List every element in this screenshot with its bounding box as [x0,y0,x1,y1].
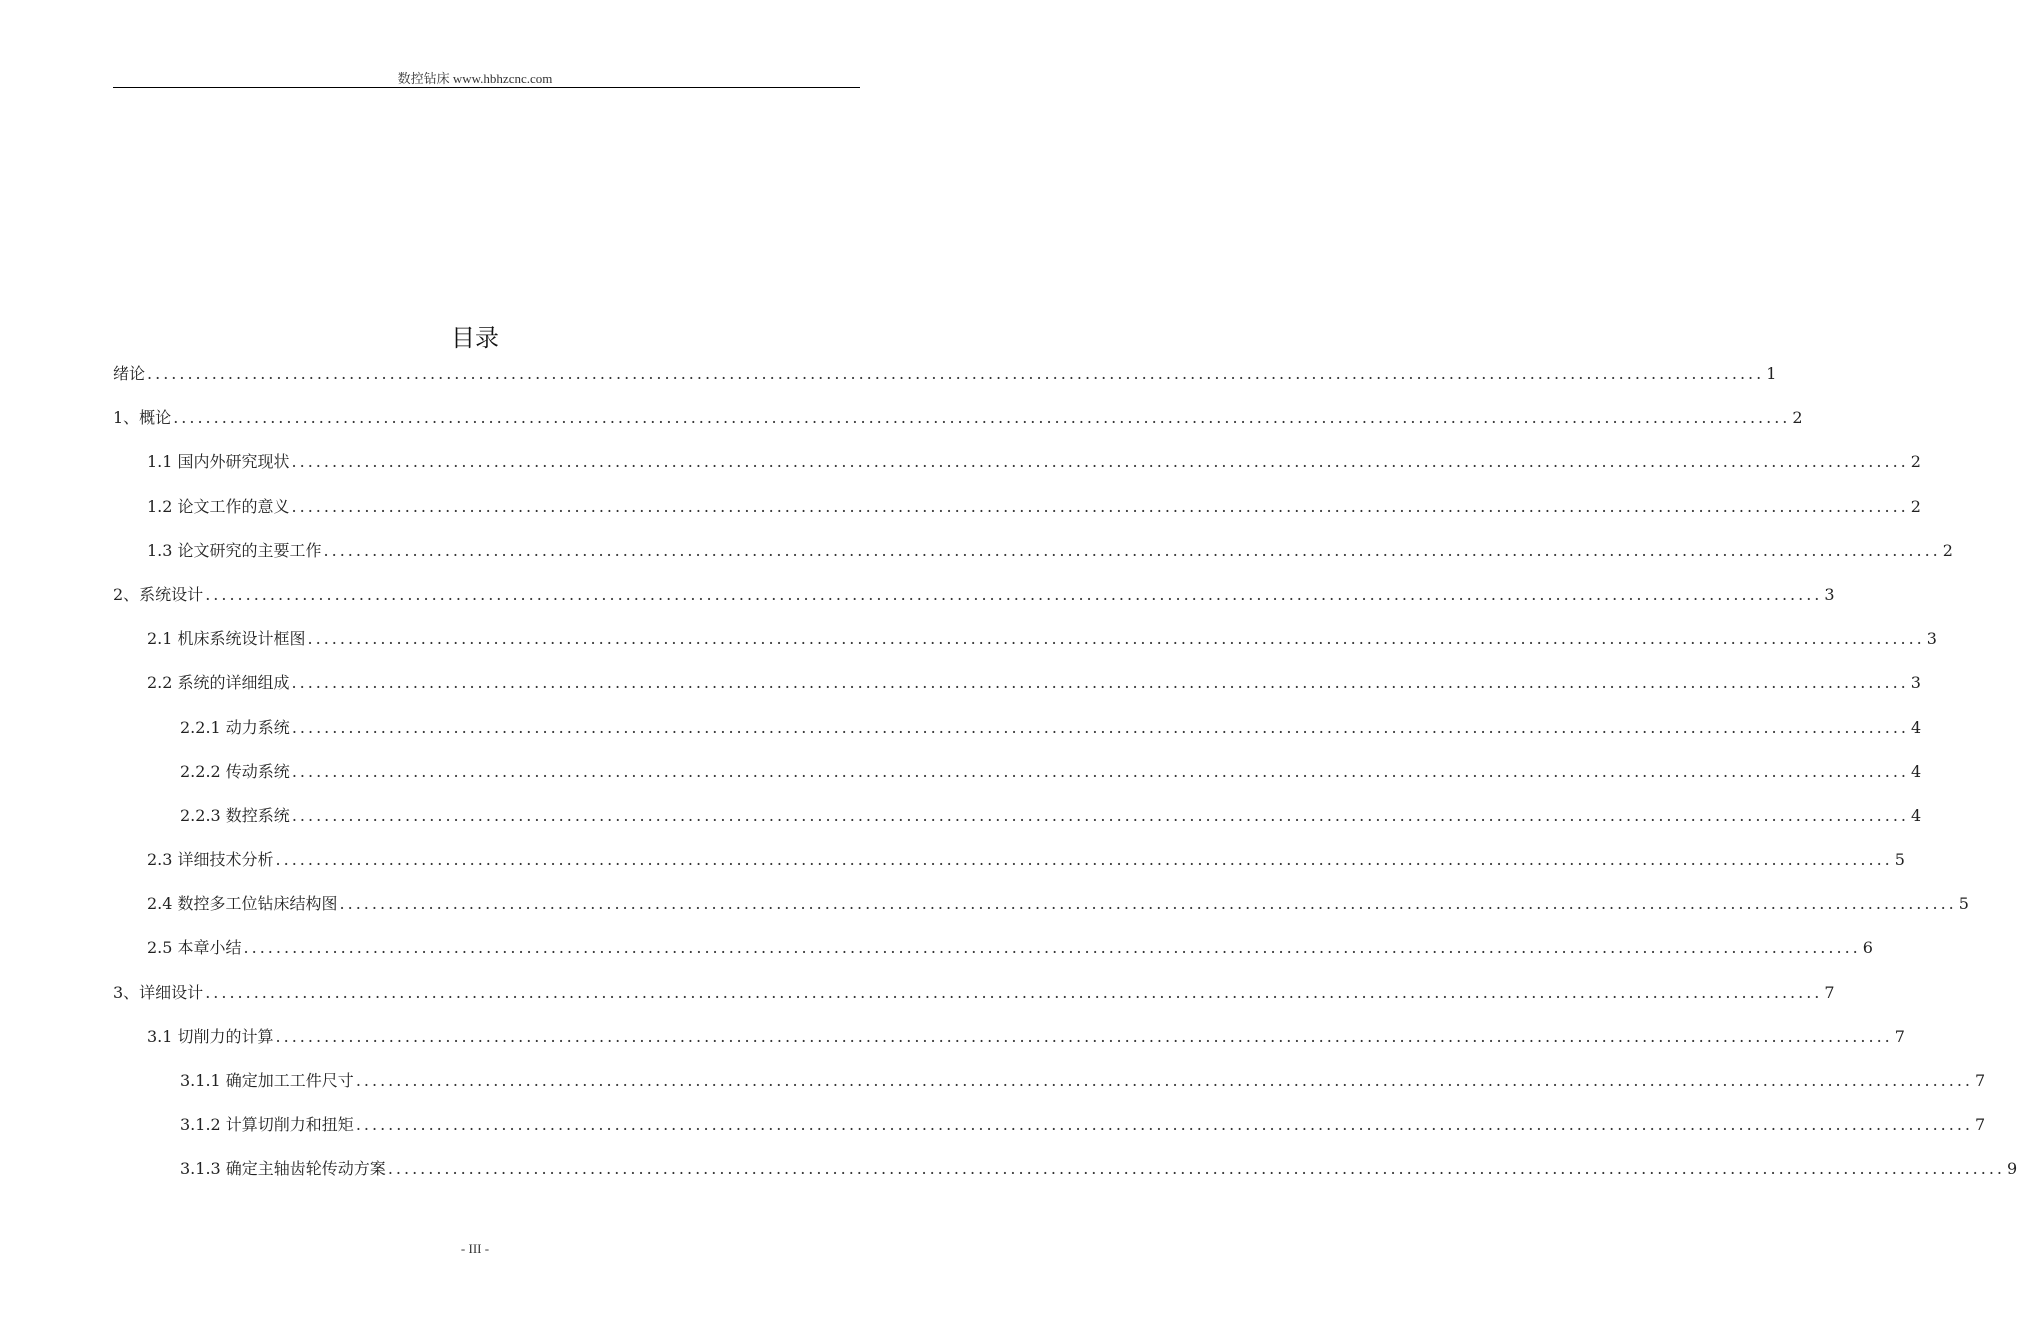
toc-entry-label: 2.2.2 传动系统 [180,761,290,781]
toc-dot-leader: ........................................................................................................................................................................................................ [291,452,1909,472]
toc-dot-leader: ........................................................................................................................................................................................................ [275,850,1893,870]
toc-entry-label: 3.1.2 计算切削力和扭矩 [180,1115,354,1135]
toc-entry-page: 4 [1911,805,1922,825]
toc-entry-label: 3.1.3 确定主轴齿轮传动方案 [180,1159,386,1179]
toc-entry-label: 2.5 本章小结 [147,938,242,958]
toc-entry-page: 2 [1792,408,1803,428]
toc-dot-leader: ........................................................................................................................................................................................................ [355,1071,1973,1090]
toc-entry[interactable] [113,936,1873,980]
toc-entry-label: 1.2 论文工作的意义 [147,496,290,516]
toc-entry[interactable] [113,450,1921,494]
toc-entry[interactable] [113,1025,1905,1069]
toc-entry-label: 1、概论 [113,408,172,428]
toc-entry[interactable] [113,1157,2017,1201]
toc-entry-page: 6 [1862,938,1873,958]
toc-entry-page: 4 [1911,717,1922,737]
toc-list [113,362,2017,1202]
toc-entry-label: 2.2.1 动力系统 [180,717,290,737]
toc-entry-label: 2.2 系统的详细组成 [147,673,290,693]
toc-entry[interactable] [113,406,1803,450]
toc-entry[interactable] [113,848,1905,892]
toc-dot-leader: ........................................................................................................................................................................................................ [173,408,1791,428]
toc-entry[interactable] [113,583,1835,627]
toc-entry-label: 2.4 数控多工位钻床结构图 [147,894,338,914]
page-header: 数控钻床 www.hbhzcnc.com [397,71,553,86]
toc-entry-page: 5 [1958,894,1969,914]
toc-entry[interactable] [113,627,1937,671]
toc-dot-leader: ........................................................................................................................................................................................................ [243,938,1861,958]
toc-dot-leader: ........................................................................................................................................................................................................ [355,1115,1973,1135]
toc-entry-page: 5 [1894,850,1905,870]
toc-entry[interactable] [113,760,1922,804]
toc-dot-leader: ........................................................................................................................................................................................................ [339,894,1957,914]
toc-entry[interactable] [113,362,1777,406]
toc-dot-leader: ........................................................................................................................................................................................................ [205,982,1823,1002]
toc-entry[interactable] [113,1069,1986,1113]
toc-title: 目录 [451,324,499,352]
toc-entry-label: 2、系统设计 [113,584,204,604]
toc-entry-page: 3 [1910,673,1921,693]
toc-entry[interactable] [113,804,1922,848]
toc-entry[interactable] [113,671,1921,715]
toc-dot-leader: ........................................................................................................................................................................................................ [291,496,1909,516]
toc-entry-page: 3 [1926,629,1937,649]
toc-entry[interactable] [113,981,1835,1025]
header-rule [113,87,860,88]
toc-entry[interactable] [113,892,1969,936]
toc-entry-label: 绪论 [113,364,146,383]
toc-entry-page: 2 [1942,540,1953,560]
toc-entry-page: 3 [1824,584,1835,604]
toc-entry-page: 7 [1975,1071,1986,1090]
toc-entry[interactable] [113,495,1921,539]
toc-entry-page: 1 [1766,364,1777,383]
toc-entry[interactable] [113,1113,1986,1157]
toc-entry-label: 1.3 论文研究的主要工作 [147,540,322,560]
toc-dot-leader: ........................................................................................................................................................................................................ [275,1026,1893,1046]
toc-dot-leader: ........................................................................................................................................................................................................ [291,761,1909,781]
toc-entry-label: 2.3 详细技术分析 [147,850,274,870]
toc-dot-leader: ........................................................................................................................................................................................................ [205,584,1823,604]
toc-dot-leader: ........................................................................................................................................................................................................ [147,364,1765,383]
toc-entry-label: 3、详细设计 [113,982,204,1002]
toc-entry-label: 3.1 切削力的计算 [147,1026,274,1046]
toc-dot-leader: ........................................................................................................................................................................................................ [291,805,1909,825]
toc-entry-page: 7 [1975,1115,1986,1135]
toc-entry-page: 2 [1910,452,1921,472]
toc-dot-leader: ........................................................................................................................................................................................................ [387,1159,2005,1179]
toc-entry-label: 3.1.1 确定加工工件尺寸 [180,1071,354,1090]
page-number: - III - [460,1241,490,1256]
toc-entry-label: 1.1 国内外研究现状 [147,452,290,472]
toc-entry-label: 2.2.3 数控系统 [180,805,290,825]
toc-entry-page: 7 [1824,982,1835,1002]
toc-dot-leader: ........................................................................................................................................................................................................ [291,717,1909,737]
toc-entry-page: 7 [1894,1026,1905,1046]
toc-entry-label: 2.1 机床系统设计框图 [147,629,306,649]
toc-entry-page: 9 [2007,1159,2017,1179]
toc-entry[interactable] [113,539,1953,583]
toc-dot-leader: ........................................................................................................................................................................................................ [307,629,1925,649]
toc-dot-leader: ........................................................................................................................................................................................................ [323,540,1941,560]
toc-entry-page: 2 [1910,496,1921,516]
toc-entry-page: 4 [1911,761,1922,781]
toc-dot-leader: ........................................................................................................................................................................................................ [291,673,1909,693]
toc-entry[interactable] [113,716,1922,760]
